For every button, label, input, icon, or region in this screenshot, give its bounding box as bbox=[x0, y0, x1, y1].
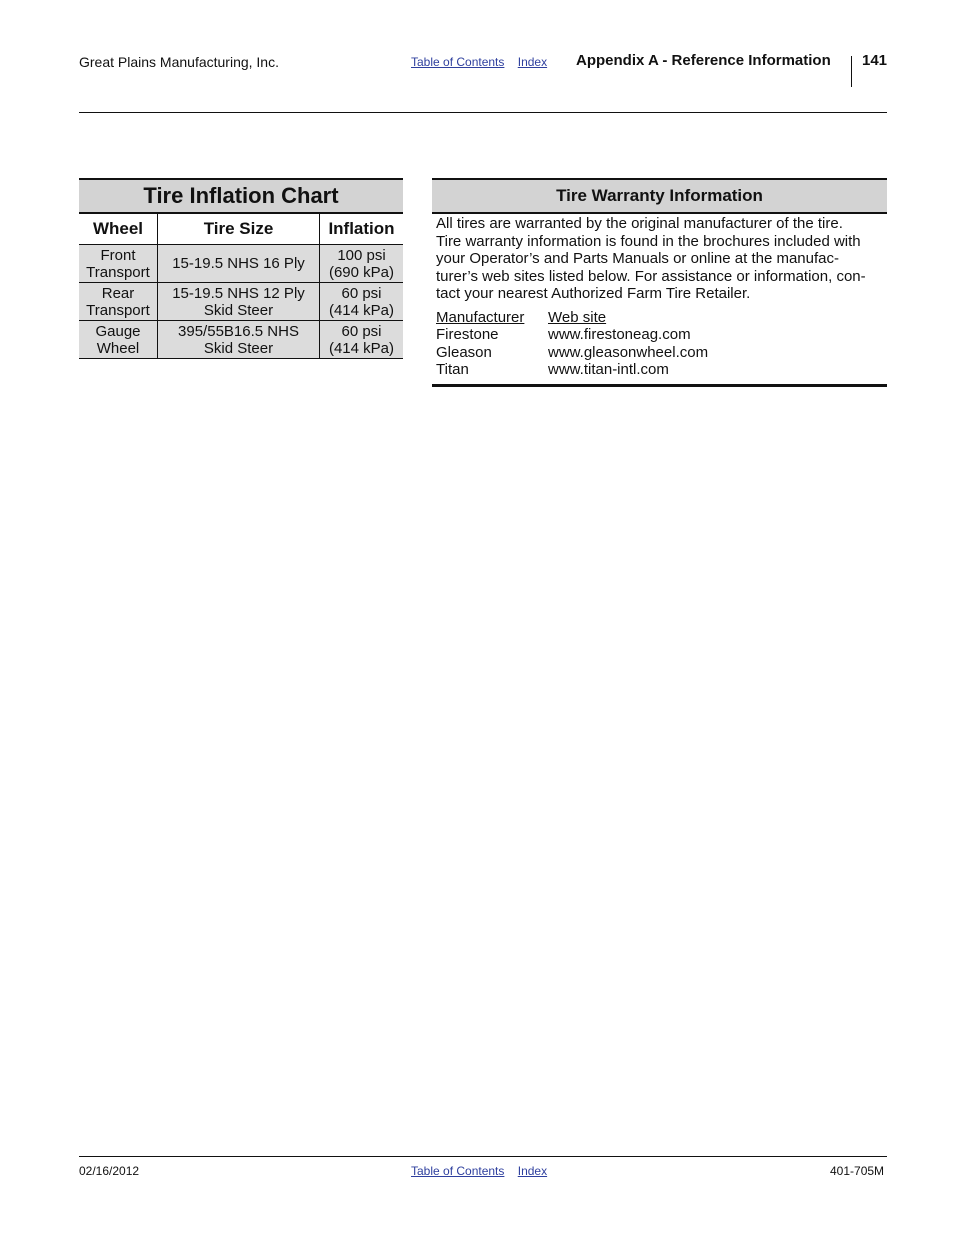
cell-inflation bbox=[320, 283, 404, 321]
header-divider bbox=[851, 56, 852, 87]
header-nav-links bbox=[411, 55, 557, 69]
cell-inflation bbox=[320, 321, 404, 359]
list-item bbox=[436, 326, 883, 344]
manufacturer-website: www.titan-intl.com bbox=[548, 361, 669, 378]
header-rule bbox=[79, 112, 887, 113]
page-number: 141 bbox=[862, 52, 888, 69]
cell-line: 60 psi bbox=[341, 322, 382, 340]
table-row bbox=[79, 283, 403, 321]
cell-line: 60 psi bbox=[341, 284, 382, 302]
paragraph-line: tact your nearest Authorized Farm Tire Retailer. bbox=[436, 285, 751, 302]
tire-inflation-chart bbox=[79, 178, 403, 359]
footer-rule bbox=[79, 1156, 887, 1157]
header-toc-link[interactable]: Table of Contents bbox=[411, 55, 505, 69]
table-row bbox=[79, 321, 403, 359]
manufacturer-name: Titan bbox=[436, 361, 469, 378]
section-title: Appendix A - Reference Information bbox=[576, 52, 831, 69]
manufacturer-column-header: Manufacturer bbox=[436, 308, 525, 326]
cell-line: Skid Steer bbox=[203, 301, 274, 319]
cell-line: Transport bbox=[86, 263, 150, 281]
cell-line: Skid Steer bbox=[203, 339, 274, 357]
cell-wheel bbox=[79, 283, 158, 321]
header-index-link[interactable]: Index bbox=[517, 55, 548, 69]
list-item bbox=[436, 361, 883, 379]
cell-line: Wheel bbox=[96, 339, 140, 357]
cell-line: 100 psi bbox=[337, 246, 386, 264]
cell-line: Gauge bbox=[95, 322, 141, 340]
website-column-header: Web site bbox=[548, 308, 607, 326]
manufacturer-name: Firestone bbox=[436, 326, 499, 343]
footer-index-link[interactable]: Index bbox=[517, 1164, 548, 1178]
manufacturer-header-row bbox=[436, 309, 883, 327]
footer-toc-link[interactable]: Table of Contents bbox=[411, 1164, 505, 1178]
cell-line: (414 kPa) bbox=[328, 339, 395, 357]
inflation-chart-title: Tire Inflation Chart bbox=[79, 178, 403, 214]
paragraph-line: Tire warranty information is found in the brochures included with bbox=[436, 232, 861, 250]
cell-tire-size bbox=[158, 321, 320, 359]
manufacturer-website: www.gleasonwheel.com bbox=[548, 343, 709, 361]
warranty-body bbox=[432, 214, 887, 387]
cell-line: Transport bbox=[86, 301, 150, 319]
warranty-title: Tire Warranty Information bbox=[432, 178, 887, 214]
cell-tire-size bbox=[158, 283, 320, 321]
paragraph-line: turer’s web sites listed below. For assistance or information, con- bbox=[436, 267, 866, 285]
column-header-wheel: Wheel bbox=[79, 214, 158, 245]
cell-tire-size bbox=[158, 245, 320, 283]
cell-line: Rear bbox=[101, 284, 135, 302]
footer-nav-links bbox=[411, 1164, 557, 1178]
inflation-table bbox=[79, 214, 403, 359]
inflation-header-row bbox=[79, 214, 403, 245]
column-header-inflation: Inflation bbox=[320, 214, 404, 245]
cell-line: (414 kPa) bbox=[328, 301, 395, 319]
cell-line: (690 kPa) bbox=[328, 263, 395, 281]
cell-line: 15-19.5 NHS 12 Ply bbox=[172, 284, 305, 302]
footer-date: 02/16/2012 bbox=[79, 1164, 140, 1178]
manufacturer-name: Gleason bbox=[436, 343, 492, 361]
table-row bbox=[79, 245, 403, 283]
cell-line: 15-19.5 NHS 16 Ply bbox=[172, 255, 305, 272]
cell-wheel bbox=[79, 321, 158, 359]
company-name: Great Plains Manufacturing, Inc. bbox=[79, 54, 279, 70]
tire-warranty-box bbox=[432, 178, 887, 387]
manufacturer-website: www.firestoneag.com bbox=[548, 326, 691, 343]
cell-inflation bbox=[320, 245, 404, 283]
cell-wheel bbox=[79, 245, 158, 283]
paragraph-line: your Operator’s and Parts Manuals or online at the manufac- bbox=[436, 250, 839, 267]
cell-line: Front bbox=[100, 246, 136, 264]
cell-line: 395/55B16.5 NHS bbox=[178, 322, 299, 340]
document-number: 401-705M bbox=[830, 1164, 885, 1178]
column-header-tire-size: Tire Size bbox=[158, 214, 320, 245]
list-item bbox=[436, 344, 883, 362]
warranty-paragraph bbox=[436, 215, 883, 303]
paragraph-line: All tires are warranted by the original manufacturer of the tire. bbox=[436, 215, 843, 232]
